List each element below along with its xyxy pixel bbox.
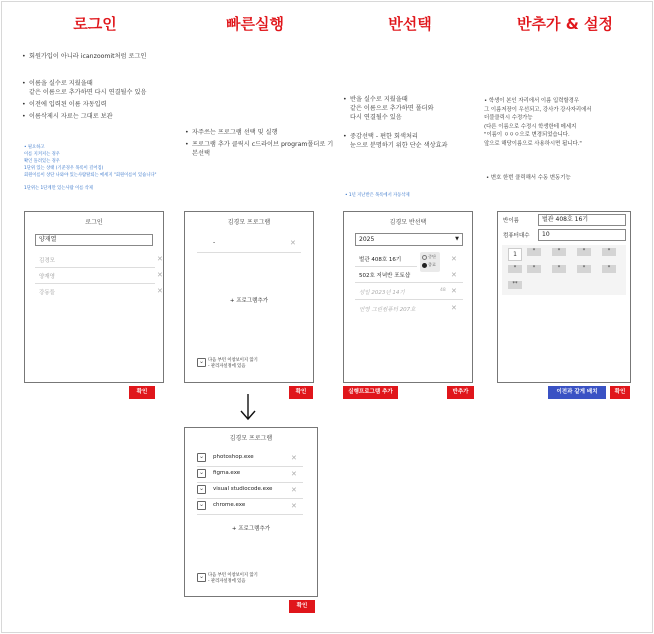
seat-bullet: • 반을 실수로 지웠을때 같은 이름으로 추가하면 폴더와 다시 연결될수 있음 (343, 95, 493, 122)
saved-name[interactable]: 강동들 (39, 290, 55, 296)
dont-show-checkbox[interactable]: ⌄ (198, 573, 205, 580)
note-line: 1단위 있는 상태 (기준경우 목록이 길어짐) (24, 166, 104, 171)
quick-confirm-button[interactable]: 확인 (289, 386, 313, 399)
program-item[interactable]: - (213, 239, 216, 246)
quick-confirm-button-2[interactable]: 확인 (289, 600, 315, 613)
same-as-before-button[interactable]: 이전과 같게 배치 (548, 386, 606, 399)
panel-title: 김경모 프로그램 (227, 219, 271, 226)
class-item[interactable]: 벌관 408호 16기 (359, 257, 402, 263)
login-bullet: • 회원가입이 아니라 icanzoomit처럼 로그인 (22, 52, 182, 61)
note-line: 확인 돌려있는 경우 (24, 159, 60, 164)
seat-cell[interactable]: * (527, 265, 541, 273)
program-checkbox[interactable]: ⌄ (198, 501, 205, 508)
class-settings-panel (497, 211, 631, 383)
program-checkbox[interactable]: ⌄ (198, 485, 205, 492)
class-name-label: 반이름 (503, 218, 519, 224)
close-icon[interactable]: ✕ (291, 486, 297, 494)
program-item[interactable]: visual studiocode.exe (213, 486, 273, 492)
login-bullets (22, 52, 182, 124)
add-note: • 변호 한번 클릭해서 수동 변동기능 (486, 175, 571, 181)
note-line: 이름 지켜저는 경우 (24, 152, 60, 157)
seat-bullet: • 중감선택 - 편한 회색처리 눈으로 분명하기 위한 단순 색상효과 (343, 132, 493, 150)
seat-cell[interactable]: * (602, 265, 616, 273)
login-confirm-button[interactable]: 확인 (129, 386, 155, 399)
divider (197, 498, 303, 499)
status-radio-group (420, 252, 440, 272)
divider (35, 267, 155, 268)
year-value: 2025 (359, 236, 375, 243)
divider (355, 282, 463, 283)
panel-title: 김경모 프로그램 (229, 435, 273, 442)
close-icon[interactable]: ✕ (157, 287, 163, 295)
close-icon[interactable]: ✕ (291, 502, 297, 510)
close-icon[interactable]: ✕ (451, 304, 457, 312)
divider (35, 283, 155, 284)
close-icon[interactable]: ✕ (291, 470, 297, 478)
radio-end-label: 종료 (428, 262, 437, 267)
note-line: 1단위는 1단계만 있는사람 이름 삭제 (24, 186, 94, 191)
quick-bullet: • 프로그램 추가 클릭시 c드라이브 program폴더로 기본선택 (185, 140, 335, 158)
computer-count-input[interactable]: 10 (538, 229, 626, 241)
add-program-button[interactable]: + 프로그램추가 (231, 526, 271, 532)
add-class-button[interactable]: 반추가 (447, 386, 474, 399)
divider (197, 514, 303, 515)
add-confirm-button[interactable]: 확인 (610, 386, 630, 399)
close-icon[interactable]: ✕ (291, 454, 297, 462)
dropdown-arrow-icon: ▼ (455, 236, 459, 242)
login-panel (24, 211, 164, 383)
close-icon[interactable]: ✕ (290, 239, 296, 247)
program-item[interactable]: figma.exe (213, 470, 241, 476)
program-item[interactable]: photoshop.exe (213, 454, 254, 460)
add-description: • 학생이 본인 자리에서 이름 입력할경우 그 이름저장이 우선되고, 강사가 강사자리에서 더블클릭시 수정가능 (다른 이름으로 수정시 학생한테 메세지 "이름이 ㅇㅇㅇ으로 변경되었습니다. 앞으로 해당이름으로 사용하시면 됩니다." (484, 98, 592, 147)
program-panel-empty (184, 211, 314, 383)
divider (355, 299, 463, 300)
close-icon[interactable]: ✕ (451, 287, 457, 295)
saved-name[interactable]: 김경모 (39, 258, 55, 264)
seat-layout-area (502, 245, 626, 295)
seat-cell[interactable]: * (577, 248, 591, 256)
down-arrow-icon (236, 392, 260, 422)
seat-cell[interactable]: * (527, 248, 541, 256)
seat-cell[interactable]: * (577, 265, 591, 273)
close-icon[interactable]: ✕ (157, 255, 163, 263)
seat-cell[interactable]: * (552, 265, 566, 273)
divider (355, 266, 417, 267)
seat-cell[interactable]: 1 (508, 248, 522, 261)
login-bullet: • 이전에 입력된 이름 자동입력 (22, 100, 182, 109)
title-quick: 빠른실행 (226, 15, 284, 33)
dont-show-label: 다음 부턴 이창보이지 않기 - 관리자설정에 있음 (208, 573, 258, 584)
seat-cell[interactable]: * (602, 248, 616, 256)
login-bullet: • 이름을 실수로 지웠을때 같은 이름으로 추가하면 다시 연결될수 있음 (22, 79, 182, 97)
seat-cell[interactable]: ** (508, 281, 522, 289)
login-notes (24, 144, 184, 192)
seat-cell[interactable]: * (552, 248, 566, 256)
quick-bullet: • 자주쓰는 프로그램 선택 및 실행 (185, 128, 335, 137)
dont-show-checkbox[interactable]: ⌄ (198, 358, 205, 365)
note-line: • 필요하고 (24, 145, 45, 150)
divider (197, 482, 303, 483)
add-program-button[interactable]: + 프로그램추가 (229, 298, 269, 304)
program-item[interactable]: chrome.exe (213, 502, 246, 508)
title-add: 반추가 & 설정 (517, 15, 613, 33)
saved-name[interactable]: 양재영 (39, 274, 55, 280)
divider (197, 252, 301, 253)
login-bullet: • 이름삭제시 자료는 그대로 보관 (22, 112, 182, 121)
program-checkbox[interactable]: ⌄ (198, 453, 205, 460)
title-seat: 반선택 (388, 15, 432, 33)
class-item-ended[interactable]: 언영 그린컴퓨터 207호 (359, 307, 416, 313)
seat-note: • 1년 지난반은 목록에서 자동삭제 (345, 193, 410, 198)
radio-end[interactable] (422, 263, 427, 268)
panel-title: 로그인 (85, 219, 103, 226)
close-icon[interactable]: ✕ (157, 271, 163, 279)
seat-bullets (343, 95, 493, 153)
year-select[interactable] (355, 233, 463, 246)
panel-title: 김경모 반선택 (389, 219, 427, 226)
seat-cell[interactable]: * (508, 265, 522, 273)
add-program-to-class-button[interactable]: 실행프로그램 추가 (343, 386, 398, 399)
program-panel-filled (184, 427, 318, 597)
class-name-input[interactable]: 벌관 408호 16기 (538, 214, 626, 226)
close-icon[interactable]: ✕ (451, 271, 457, 279)
class-tag: 48 (440, 288, 446, 293)
class-item-ended[interactable]: 성일 2023년 14기 (359, 290, 405, 296)
dont-show-label: 다음 부턴 이창보이지 않기 - 관리자설정에 있음 (208, 358, 258, 369)
program-checkbox[interactable]: ⌄ (198, 469, 205, 476)
quick-bullets (185, 128, 335, 161)
radio-pause[interactable] (422, 255, 427, 260)
close-icon[interactable]: ✕ (451, 255, 457, 263)
radio-pause-label: 중단 (428, 254, 437, 259)
class-select-panel (343, 211, 473, 383)
divider (197, 466, 303, 467)
class-item[interactable]: 502호 저녁반 포토샵 (359, 273, 411, 279)
note-line: 회원이름이 상단 나와야 있는사람탈퇴는 메세지 "회원이름이 있습니다" (24, 173, 157, 178)
title-login: 로그인 (73, 15, 117, 33)
computer-count-label: 컴퓨터대수 (503, 233, 530, 239)
name-input[interactable]: 양재열 (35, 234, 153, 246)
